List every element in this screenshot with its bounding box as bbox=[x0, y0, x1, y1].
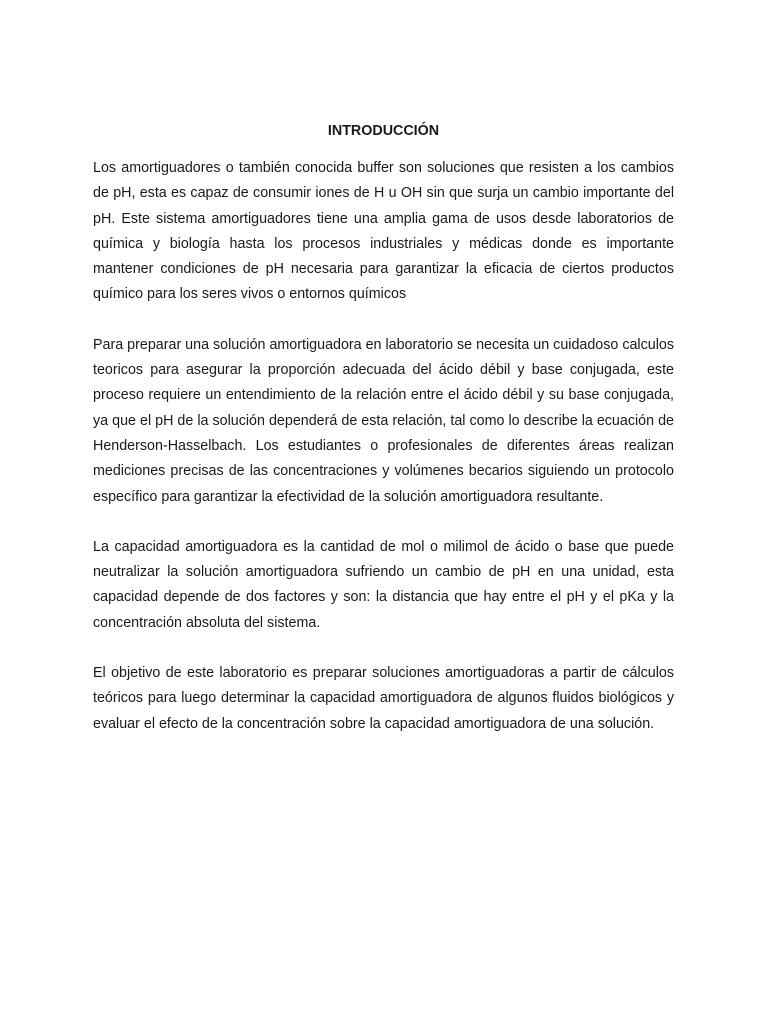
paragraph-preparation: Para preparar una solución amortiguadora en laboratorio se necesita un cuidadoso calculos teoricos para asegurar la proporción adecuada del ácido débil y base conjugada, este proceso requiere un entendimiento de la relación entre el ácido débil y su base conjugada, ya que el pH de la solución dependerá de esta relación, tal como lo describe la ecuación de Henderson-Hasselbach. Los estudiantes o profesionales de diferentes áreas realizan mediciones precisas de las concentraciones y volúmenes becarios siguiendo un protocolo específico para garantizar la efectividad de la solución amortiguadora resultante. bbox=[93, 336, 674, 505]
document-body bbox=[93, 122, 674, 762]
document-title: INTRODUCCIÓN bbox=[327, 123, 440, 139]
paragraph-intro: Los amortiguadores o también conocida buffer son soluciones que resisten a los cambios de pH, esta es capaz de consumir iones de H u OH sin que surja un cambio importante del pH. Este sistema amortiguadores tiene una amplia gama de usos desde laboratorios de química y biología hasta los procesos industriales y médicas donde es importante mantener condiciones de pH necesaria para garantizar la eficacia de ciertos productos químico para los seres vivos o entornos químicos bbox=[93, 160, 674, 303]
paragraph-capacity: La capacidad amortiguadora es la cantidad de mol o milimol de ácido o base que puede neutralizar la solución amortiguadora sufriendo un cambio de pH en una unidad, esta capacidad depende de dos factores y son: la distancia que hay entre el pH y el pKa y la concentración absoluta del sistema. bbox=[93, 538, 674, 631]
paragraph-objective: El objetivo de este laboratorio es preparar soluciones amortiguadoras a partir de cálculos teóricos para luego determinar la capacidad amortiguadora de algunos fluidos biológicos y evaluar el efecto de la concentración sobre la capacidad amortiguadora de una solución. bbox=[93, 665, 674, 732]
